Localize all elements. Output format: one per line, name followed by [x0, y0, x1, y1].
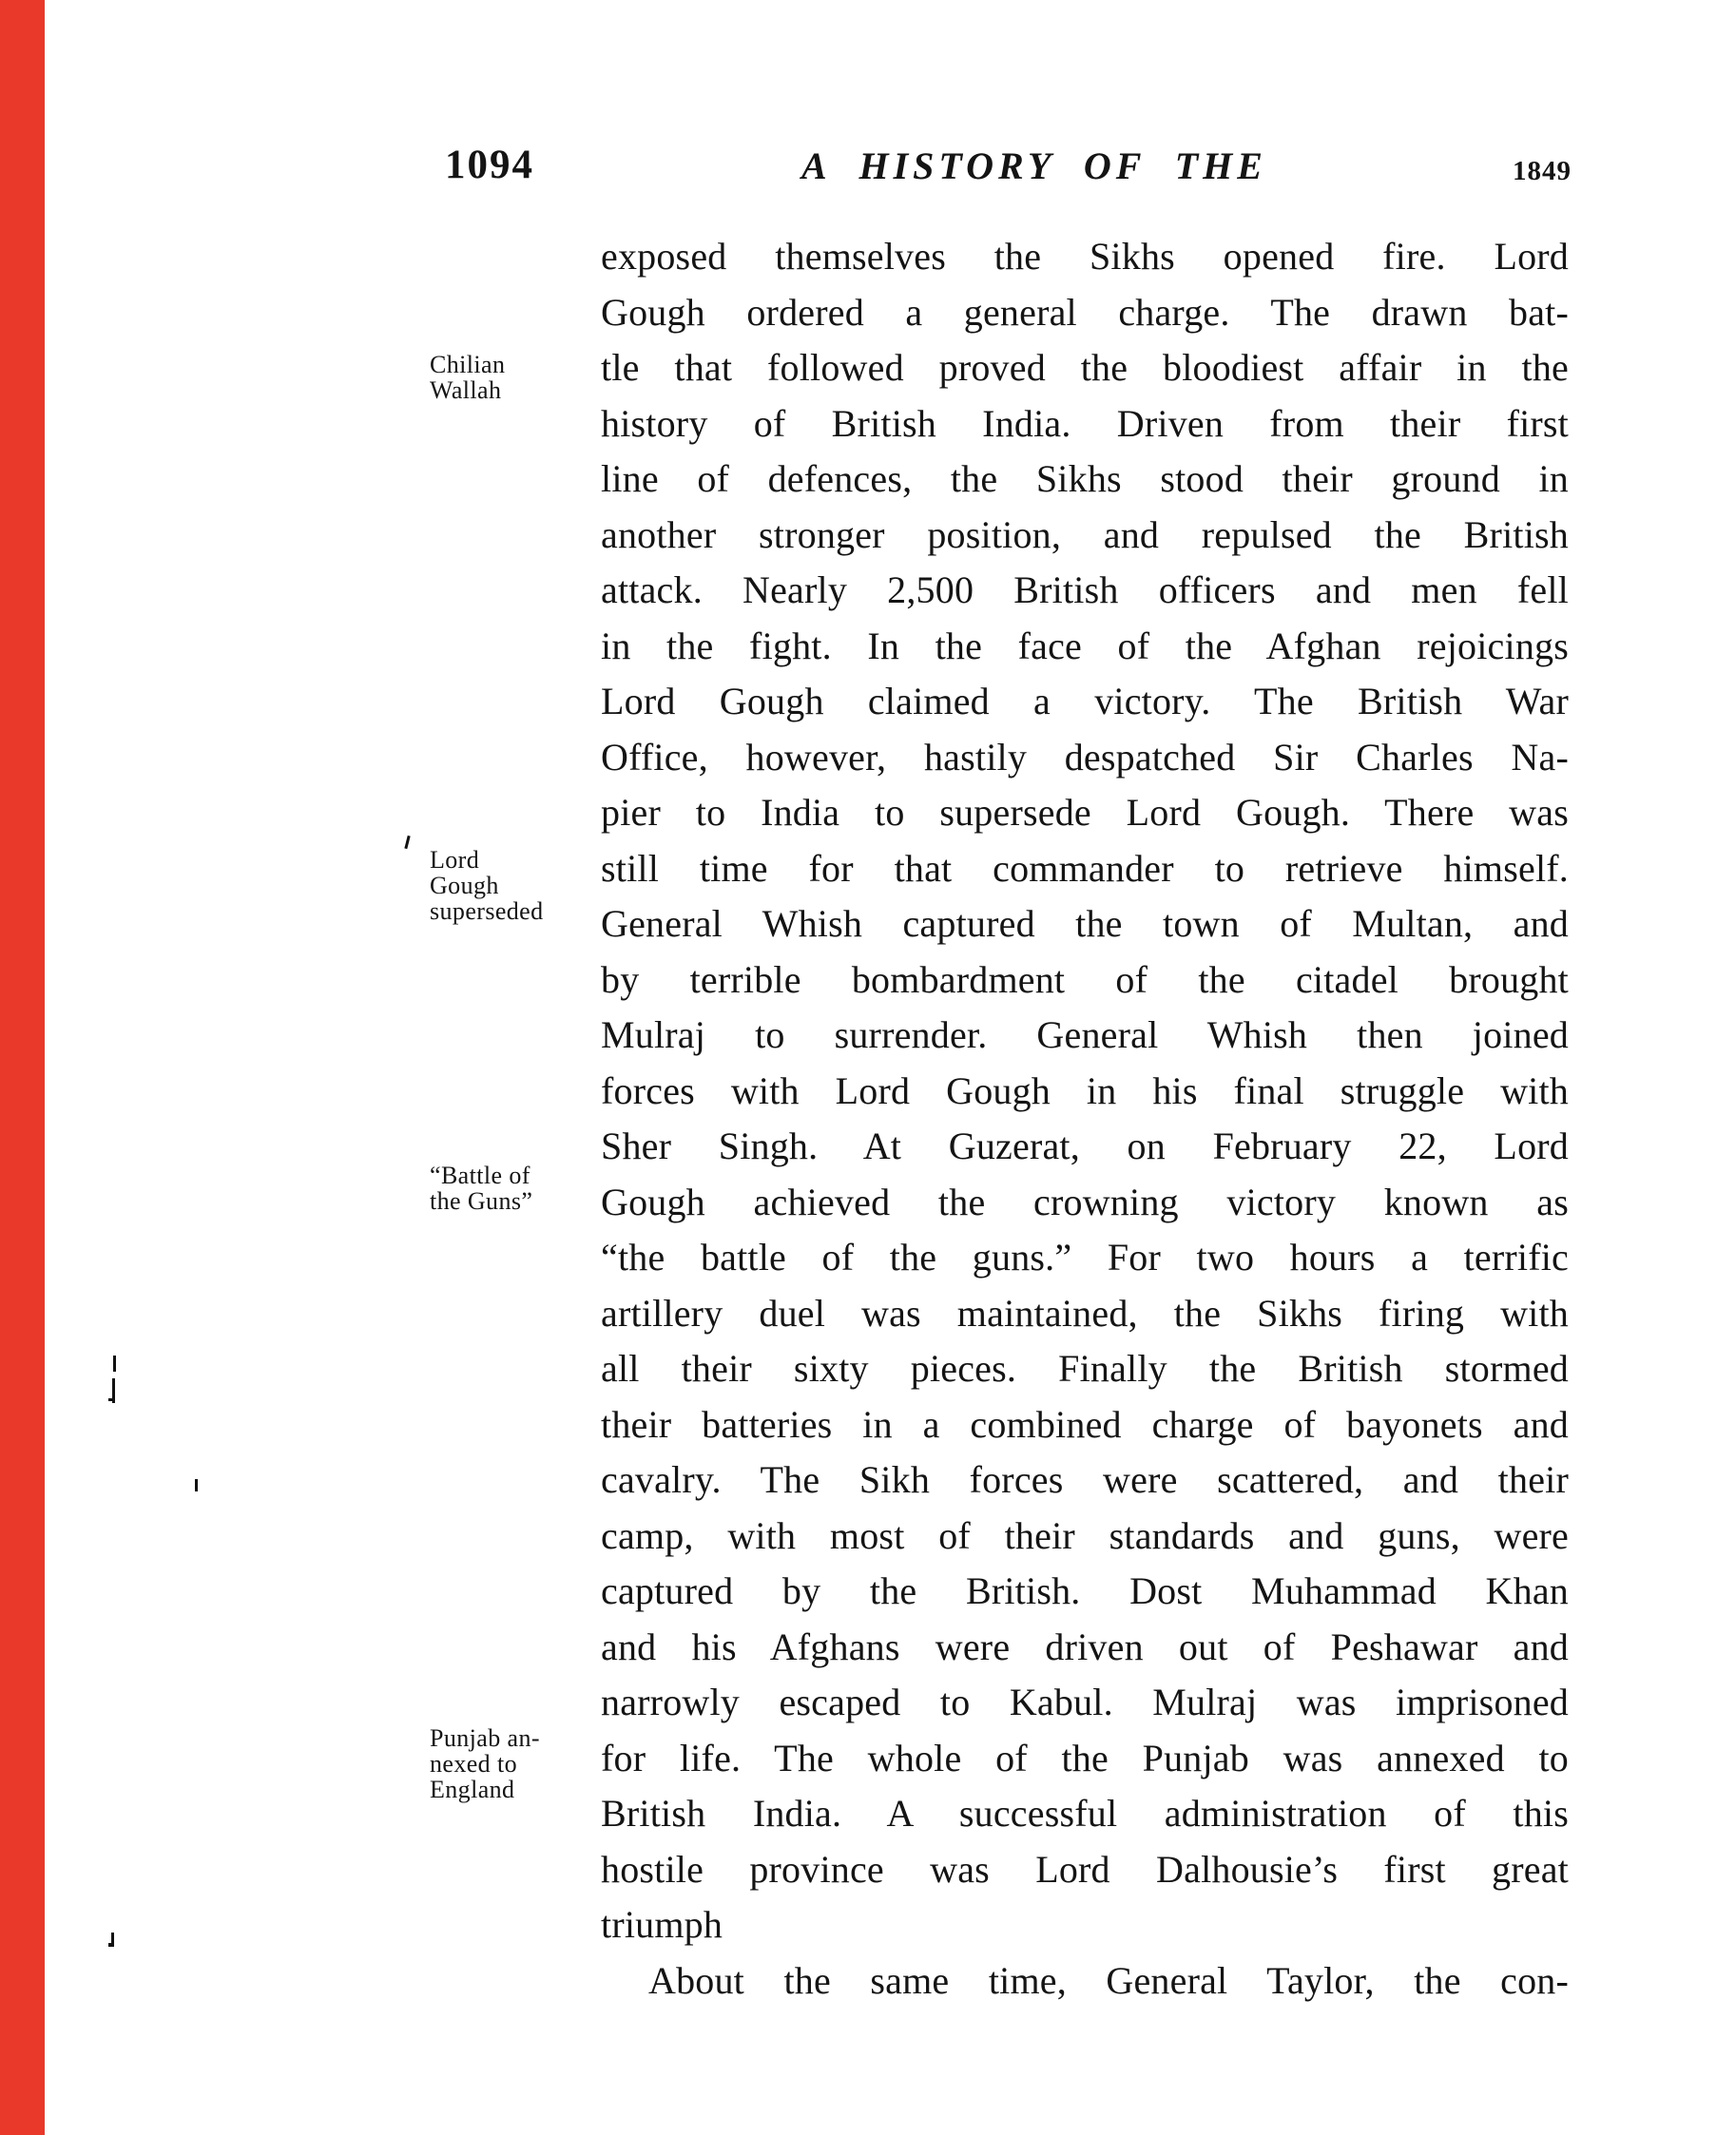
- margin-note-battle-of-the-guns: [430, 1163, 606, 1214]
- body-text-line: Lord Gough claimed a victory. The British War: [601, 680, 1569, 722]
- body-text-line: by terrible bombardment of the citadel brought: [601, 957, 1569, 1001]
- body-text-line: narrowly escaped to Kabul. Mulraj was imprisoned: [601, 1681, 1569, 1723]
- margin-note-line: Lord: [430, 846, 480, 874]
- margin-note-lord-gough-superseded: [430, 847, 606, 924]
- scan-edge-red-bar: [0, 0, 45, 2135]
- body-text-line: exposed themselves the Sikhs opened fire. Lord: [601, 235, 1569, 278]
- body-text-line: for life. The whole of the Punjab was annexed to: [601, 1736, 1569, 1779]
- body-text-line: hostile province was Lord Dalhousie’s first great: [601, 1847, 1569, 1891]
- body-text-line: their batteries in a combined charge of bayonets and: [601, 1402, 1569, 1446]
- page-number: 1094: [445, 143, 534, 187]
- body-text-line: tle that followed proved the bloodiest affair in the: [601, 346, 1569, 389]
- body-text-line: and his Afghans were driven out of Peshawar and: [601, 1625, 1569, 1668]
- year-marginal: 1849: [1513, 156, 1572, 186]
- margin-note-line: Gough: [430, 872, 499, 899]
- stray-ink-mark: [404, 836, 410, 849]
- body-text-line: history of British India. Driven from their first: [601, 401, 1569, 445]
- margin-note-punjab-annexed: [430, 1725, 606, 1802]
- body-text-line: triumph: [601, 1903, 723, 1946]
- body-text-line: Mulraj to surrender. General Whish then joined: [601, 1013, 1569, 1056]
- margin-note-line: Wallah: [430, 376, 502, 404]
- body-text-line: British India. A successful administration of this: [601, 1792, 1569, 1835]
- margin-note-line: the Guns”: [430, 1187, 533, 1215]
- stray-ink-mark: [112, 1378, 115, 1403]
- body-text-line: line of defences, the Sikhs stood their ground in: [601, 457, 1569, 500]
- body-text-line: still time for that commander to retrieve himself.: [601, 846, 1569, 890]
- body-text-line: pier to India to supersede Lord Gough. There was: [601, 791, 1569, 834]
- body-text-line: cavalry. The Sikh forces were scattered, and their: [601, 1458, 1569, 1501]
- body-text-line: camp, with most of their standards and guns, were: [601, 1513, 1569, 1557]
- body-text-line: another stronger position, and repulsed the British: [601, 512, 1569, 556]
- body-text-line: Gough achieved the crowning victory known as: [601, 1180, 1569, 1223]
- body-text-line: all their sixty pieces. Finally the British stormed: [601, 1347, 1569, 1390]
- margin-note-line: superseded: [430, 897, 544, 925]
- body-text-line: Office, however, hastily despatched Sir Charles Na-: [601, 735, 1569, 779]
- running-title: A HISTORY OF THE: [801, 144, 1267, 187]
- body-text-line: forces with Lord Gough in his final struggle with: [601, 1068, 1569, 1112]
- stray-ink-mark: [113, 1356, 116, 1372]
- body-text-column: [601, 229, 1569, 2009]
- margin-note-line: Punjab an-: [430, 1724, 540, 1752]
- body-text-line: “the battle of the guns.” For two hours a terrific: [601, 1236, 1569, 1279]
- margin-note-line: Chilian: [430, 351, 506, 378]
- margin-note-line: nexed to: [430, 1750, 518, 1778]
- body-text-line: Gough ordered a general charge. The drawn bat-: [601, 290, 1569, 334]
- stray-ink-mark: [195, 1479, 198, 1491]
- stray-ink-mark: [111, 1933, 114, 1947]
- margin-note-line: “Battle of: [430, 1162, 530, 1189]
- body-text-line: artillery duel was maintained, the Sikhs firing with: [601, 1291, 1569, 1335]
- body-text-line: About the same time, General Taylor, the con-: [648, 1958, 1569, 2002]
- body-text-line: attack. Nearly 2,500 British officers and men fell: [601, 568, 1569, 611]
- body-text-line: in the fight. In the face of the Afghan rejoicings: [601, 624, 1569, 667]
- margin-note-line: England: [430, 1776, 515, 1803]
- margin-note-chilian-wallah: [430, 352, 606, 403]
- body-text-line: Sher Singh. At Guzerat, on February 22, Lord: [601, 1125, 1569, 1167]
- body-text-line: captured by the British. Dost Muhammad Khan: [601, 1569, 1569, 1612]
- body-text-line: General Whish captured the town of Multan, and: [601, 902, 1569, 945]
